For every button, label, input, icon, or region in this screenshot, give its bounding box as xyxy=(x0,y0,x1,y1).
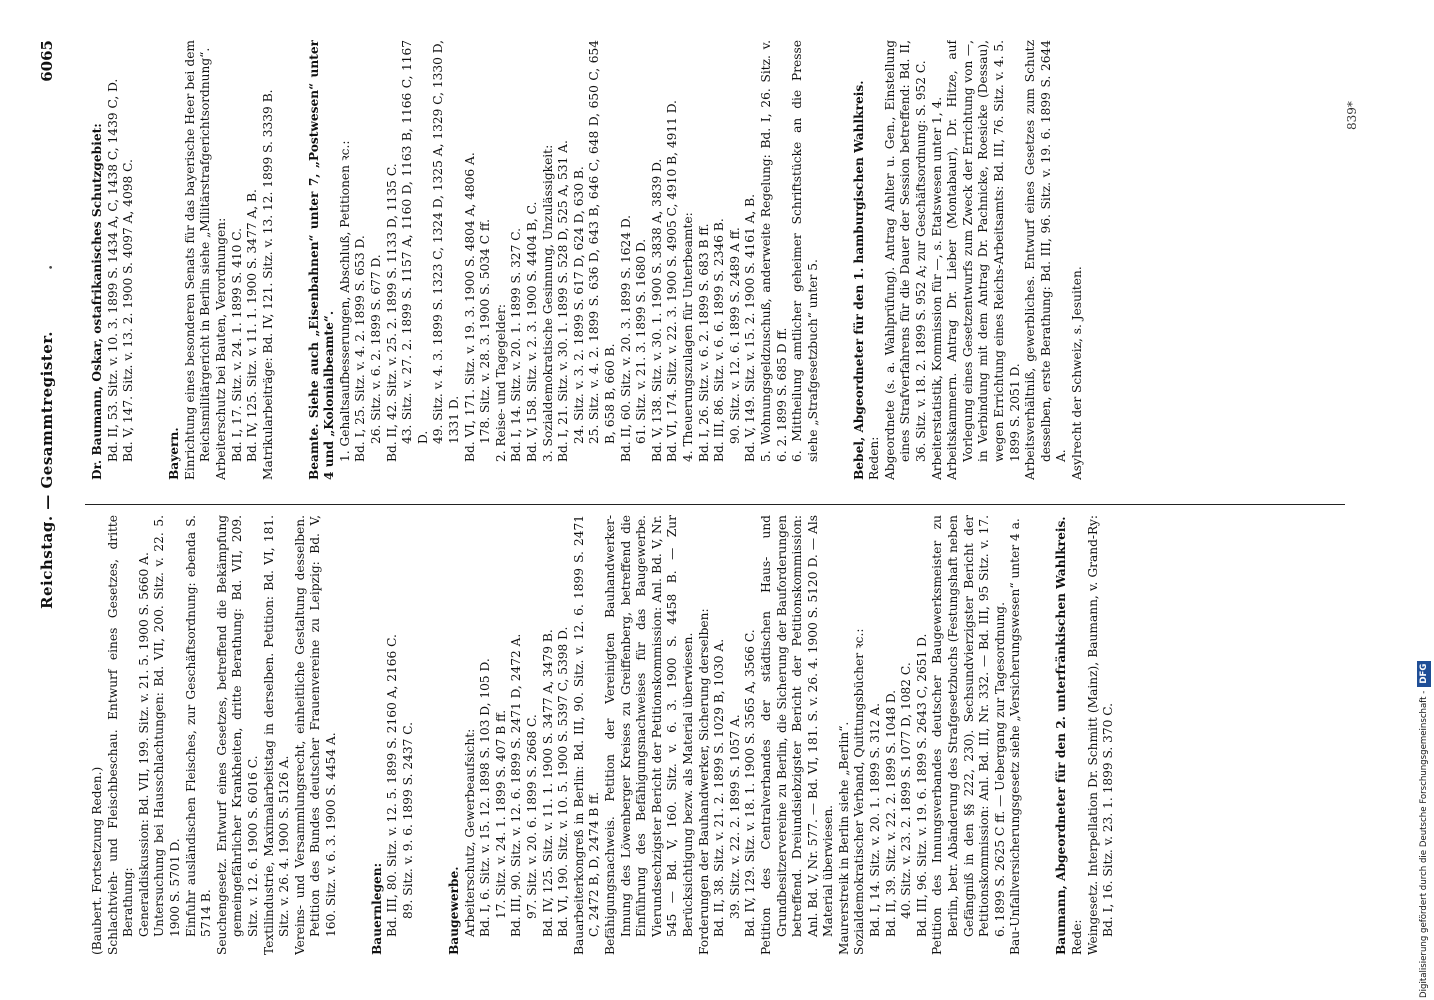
register-entry: 3. Sozialdemokratische Gesinnung, Unzulässigkeit: xyxy=(540,144,555,462)
page-footer-mark: 839* xyxy=(1345,101,1359,130)
register-entry: Bd. I, 6. Sitz. v. 15. 12. 1898 S. 103 D, 105 D. xyxy=(478,658,493,937)
column-divider xyxy=(85,504,1345,505)
register-entry: 43. Sitz. v. 27. 2. 1899 S. 1157 A, 1160 D, 1163 B, 1166 C, 1167 D. xyxy=(400,40,430,444)
page-header xyxy=(30,30,70,960)
register-heading: Dr. Baumann, Oskar, ostafrikanisches Schutzgebiet: xyxy=(90,123,104,480)
register-heading: Bauernlegen: xyxy=(369,862,384,955)
register-heading: Beamte. Siehe auch „Eisenbahnen“ unter 7, „Postwesen“ unter 4 und „Kolonialbeamte“. xyxy=(306,40,337,480)
register-entry: Bd. VI, 190. Sitz. v. 10. 5. 1900 S. 5397 C, 5398 D. xyxy=(556,626,571,937)
running-title: Reichstag. — Gesammtregister. xyxy=(38,331,56,609)
register-entry: Petition des Innungsverbandes deutscher Baugewerksmeister zu Berlin, betr. Abänderung des Strafgesetzbuchs (Festungshaft neben Gefängniß in den §§ 222, 230). Sechsundvierzigster Bericht der Petitionskommission: Anl. Bd. III, Nr. 332. — Bd. III, 95 Sitz. v. 17. 6. 1899 S. 2625 C ff. — Uebergang zur Tagesordnung. xyxy=(930,515,1007,955)
entry-gap xyxy=(149,40,155,480)
register-entry: Arbeitsverhältniß, gewerbliches. Entwurf eines Gesetzes zum Schutz desselben, erste Berathung: Bd. III, 96. Sitz. v. 19. 6. 1899 S. 2644 A. xyxy=(1023,40,1069,480)
register-entry: Textilindustrie, Maximalarbeitstag in derselben. Petition: Bd. VI, 181. Sitz. v. 26. 4. 1900 S. 5126 A. xyxy=(261,515,292,955)
register-entry: Bd. I, 21. Sitz. v. 30. 1. 1899 S. 528 D, 525 A, 531 A. xyxy=(556,140,571,462)
register-entry: 24. Sitz. v. 3. 2. 1899 S. 617 D, 624 D, 630 B. xyxy=(571,166,586,444)
entry-gap xyxy=(833,40,839,480)
register-entry: Einrichtung eines besonderen Senats für das bayerische Heer bei dem Reichsmilitärgericht in Berlin siehe „Militärstrafgerichtsordnung“. xyxy=(182,40,213,480)
register-entry: Bd. I, 14. Sitz. v. 20. 1. 1899 S. 312 A. xyxy=(868,703,883,937)
register-entry: Bauarbeiterkongreß in Berlin: Bd. III, 90. Sitz. v. 12. 6. 1899 S. 2471 C, 2472 B, D, 2474 B ff. xyxy=(571,515,602,955)
register-entry: (Baubert. Fortsetzung Reden.) xyxy=(90,766,104,955)
register-entry: 2. Reise- und Tagegelder: xyxy=(493,304,508,462)
register-entry: Bd. II, 53. Sitz. v. 10. 3. 1899 S. 1434 A, C, 1438 C, 1439 C, D. xyxy=(105,78,120,462)
register-entry: Sozialdemokratischer Verband, Quittungsbücher ꝛc.: xyxy=(852,628,867,955)
register-entry: Bd. II, 42. Sitz. v. 25. 2. 1899 S. 1133 D, 1135 C. xyxy=(384,163,399,462)
register-entry: Bd. VI, 174. Sitz. v. 22. 3. 1900 S. 4905 C, 4910 B, 4911 D. xyxy=(665,100,680,462)
register-entry: 178. Sitz. v. 28. 3. 1900 S. 5034 C ff. xyxy=(478,218,493,444)
register-entry: Rede: xyxy=(1069,919,1084,955)
register-entry: Untersuchung bei Hausschlachtungen: Bd. VII, 200. Sitz. v. 22. 5. 1900 S. 5701 D. xyxy=(152,515,182,937)
right-column xyxy=(90,40,1350,480)
entry-gap xyxy=(1036,515,1042,955)
register-entry: Bd. V, 158. Sitz. v. 2. 3. 1900 S. 4404 B, C. xyxy=(525,201,539,462)
register-entry: Maurerstreik in Berlin siehe „Berlin“. xyxy=(836,721,851,955)
register-entry: Bd. V, 138. Sitz. v. 30. 1. 1900 S. 3838 A, 3839 D. xyxy=(649,158,664,462)
register-heading: Bayern. xyxy=(167,427,182,480)
register-entry: Einfuhr ausländischen Fleisches, zur Geschäftsordnung: ebenda S. 5714 B. xyxy=(183,515,214,937)
register-entry: 25. Sitz. v. 4. 2. 1899 S. 636 D, 643 B, 646 C, 648 D, 650 C, 654 B, 658 B, 660 B. xyxy=(587,40,617,444)
credit-text: Digitalisierung gefördert durch die Deutsche Forschungsgemeinschaft - xyxy=(1419,690,1429,998)
register-entry: Matrikularbeiträge: Bd. IV, 121. Sitz. v. 13. 12. 1899 S. 3339 B. xyxy=(260,89,275,480)
register-entry: Bd. I, 26. Sitz. v. 6. 2. 1899 S. 683 B ff. xyxy=(696,223,711,462)
page-number: 6065 xyxy=(38,40,56,82)
register-entry: Seuchengesetz. Entwurf eines Gesetzes, betreffend die Bekämpfung gemeingefährlicher Krankheiten, dritte Berathung: Bd. VII, 209. Sitz. v. 12. 6. 1900 S. 6016 C. xyxy=(214,515,260,955)
entry-gap xyxy=(289,40,295,480)
register-entry: Petition des Centralverbandes der städtischen Haus- und Grundbesitzervereine zu Berlin, die Sicherung der Bauforderungen betreffend. Dreiundsiebzigster Bericht der Petitionskommission: Anl. Bd. V, Nr. 577. — Bd. VI, 181. S. v. 26. 4. 1900 S. 5120 D. — Als Material überwiesen. xyxy=(758,515,836,955)
register-entry: Bd. V, 147. Sitz. v. 13. 2. 1900 S. 4097 A, 4098 C. xyxy=(121,159,136,462)
register-entry: Schlachtvieh- und Fleischbeschau. Entwurf eines Gesetzes, dritte Berathung: xyxy=(105,515,136,955)
register-heading: Baugewerbe. xyxy=(447,866,462,955)
register-entry: 39. Sitz. v. 22. 2. 1899 S. 1057 A. xyxy=(727,714,742,919)
register-entry: Bau-Unfallversicherungsgesetz siehe „Versicherungswesen“ unter 4 a. xyxy=(1008,518,1023,955)
register-entry: Bd. II, 38. Sitz. v. 21. 2. 1899 S. 1029 B, 1030 A. xyxy=(712,638,727,937)
register-heading: Baumann, Abgeordneter für den 2. unterfränkischen Wahlkreis. xyxy=(1054,516,1069,955)
register-entry: Arbeiterschutz, Gewerbeaufsicht: xyxy=(462,728,477,937)
credit-line xyxy=(1414,8,1434,998)
register-entry: 61. Sitz. v. 21. 3. 1899 S. 1680 D. xyxy=(634,238,649,444)
register-entry: 26. Sitz. v. 6. 2. 1899 S. 677 D. xyxy=(369,254,384,444)
register-entry: 17. Sitz. v. 24. 1. 1899 S. 407 B ff. xyxy=(493,709,508,919)
digitization-credit xyxy=(1412,8,1432,998)
register-entry: Bd. I, 25. Sitz. v. 4. 2. 1899 S. 653 D. xyxy=(353,235,368,462)
register-entry: Befähigungsnachweis. Petition der Vereinigten Bauhandwerker-Innung des Löwenberger Kreises zu Greiffenberg, betreffend die Einführung des Befähigungsnachweises für das Baugewerbe. Vierundsechzigster Bericht der Petitionskommission: Anl. Bd. V, Nr. 545 — Bd. V, 160. Sitz. v. 6. 3. 1900 S. 4458 B. — Zur Berücksichtigung bezw. als Material überwiesen. xyxy=(602,515,695,955)
register-entry: Asylrecht der Schweiz, s. Jesuiten. xyxy=(1069,266,1084,480)
register-entry: Arbeiterschutz bei Bauten, Verordnungen: xyxy=(213,217,228,480)
register-entry: 89. Sitz. v. 9. 6. 1899 S. 2437 C. xyxy=(401,722,416,919)
left-column xyxy=(90,515,1350,955)
register-entry: Bd. II, 60. Sitz. v. 20. 3. 1899 S. 1624 D. xyxy=(618,214,633,462)
register-entry: Bd. I, 14. Sitz. v. 20. 1. 1899 S. 327 C. xyxy=(509,227,524,462)
register-entry: Weingesetz. Interpellation Dr. Schmitt (Mainz), Baumann, v. Grand-Ry: Bd. I, 16. Sitz. v. 23. 1. 1899 S. 370 C. xyxy=(1085,515,1116,955)
register-entry: Reden: xyxy=(867,436,882,480)
register-entry: Bd. III, 80. Sitz. v. 12. 5. 1899 S. 2160 A, 2166 C. xyxy=(385,634,400,937)
dfg-logo: DFG xyxy=(1417,661,1431,687)
register-entry: Arbeiterstatistik, Kommission für —, s. Etatswesen unter 1, 4. xyxy=(929,96,944,480)
register-entry: 97. Sitz. v. 20. 6. 1899 S. 2668 C. xyxy=(525,714,539,919)
register-entry: Generaldiskussion: Bd. VII, 199. Sitz. v. 21. 5. 1900 S. 5660 A. xyxy=(136,552,151,937)
register-entry: 90. Sitz. v. 12. 6. 1899 S. 2489 A ff. xyxy=(727,227,742,444)
register-entry: 40. Sitz. v. 23. 2. 1899 S. 1077 D, 1082 C. xyxy=(899,662,914,919)
register-entry: 4. Theuerungszulagen für Unterbeamte: xyxy=(680,212,695,462)
entry-gap xyxy=(352,515,358,955)
register-entry: 6. Mittheilung amtlicher geheimer Schriftstücke an die Presse siehe „Strafgesetzbuch“ unter 5. xyxy=(790,40,820,462)
register-entry: 49. Sitz. v. 4. 3. 1899 S. 1323 C, 1324 D, 1325 A, 1329 C, 1330 D, 1331 D. xyxy=(431,40,462,444)
register-entry: Bd. II, 39. Sitz. v. 22. 2. 1899 S. 1048 D. xyxy=(883,689,898,937)
register-entry: Forderungen der Bauhandwerker, Sicherung derselben: xyxy=(696,608,711,955)
register-entry: Bd. IV, 125. Sitz. v. 11. 1. 1900 S. 3477 A, 3479 B. xyxy=(540,629,555,937)
register-entry: Bd. III, 90. Sitz. v. 12. 6. 1899 S. 2471 D, 2472 A. xyxy=(509,633,524,937)
register-entry: Bd. IV, 129. Sitz. v. 18. 1. 1900 S. 3565 A, 3566 C. xyxy=(743,629,758,937)
register-entry: Bd. I, 17. Sitz. v. 24. 1. 1899 S. 410 C. xyxy=(229,227,244,462)
register-entry: Arbeitskammern. Antrag Dr. Lieber (Montabaur), Dr. Hitze, auf Vorlegung eines Gesetzentwurfs zum Zweck der Errichtung von —, in Verbindung mit dem Antrag Dr. Pachnicke, Roesicke (Dessau), wegen Errichtung eines Reichs-Arbeitsamts: Bd. III, 76. Sitz. v. 4. 5. 1899 S. 2051 D. xyxy=(945,40,1022,480)
entry-gap xyxy=(429,515,435,955)
header-mark: . xyxy=(38,264,56,270)
register-entry: Bd. IV, 125. Sitz. v. 11. 1. 1900 S. 3477 A, B. xyxy=(245,189,260,462)
register-heading: Bebel, Abgeordneter für den 1. hamburgischen Wahlkreis. xyxy=(851,80,866,480)
register-entry: Bd. V, 149. Sitz. v. 15. 2. 1900 S. 4161 A, B. xyxy=(743,193,758,462)
register-entry: Bd. III, 86. Sitz. v. 6. 6. 1899 S. 2346 B. xyxy=(712,218,727,462)
register-entry: Abgeordnete (s. a. Wahlprüfung). Antrag Ahlter u. Gen., Einstellung eines Strafverfahrens für die Dauer der Session betreffend: Bd. II, 36. Sitz. v. 18. 2. 1899 S. 952 A; zur Geschäftsordnung: S. 952 C. xyxy=(882,40,929,480)
register-entry: Vereins- und Versammlungsrecht, einheitliche Gestaltung desselben. Petition des Bundes deutscher Frauenvereine zu Leipzig: Bd. V, 160. Sitz. v. 6. 3. 1900 S. 4454 A. xyxy=(292,515,338,955)
register-entry: 1. Gehaltsaufbesserungen, Abschluß, Petitionen ꝛc.: xyxy=(337,140,352,462)
register-entry: 5. Wohnungsgeldzuschuß, anderweite Regelung: Bd. I, 26. Sitz. v. 6. 2. 1899 S. 685 D ff. xyxy=(758,40,789,462)
register-entry: Bd. III, 96. Sitz. v. 19. 6. 1899 S. 2643 C, 2651 D. xyxy=(914,633,929,937)
register-entry: Bd. VI, 171. Sitz. v. 19. 3. 1900 S. 4804 A, 4806 A. xyxy=(462,152,477,462)
